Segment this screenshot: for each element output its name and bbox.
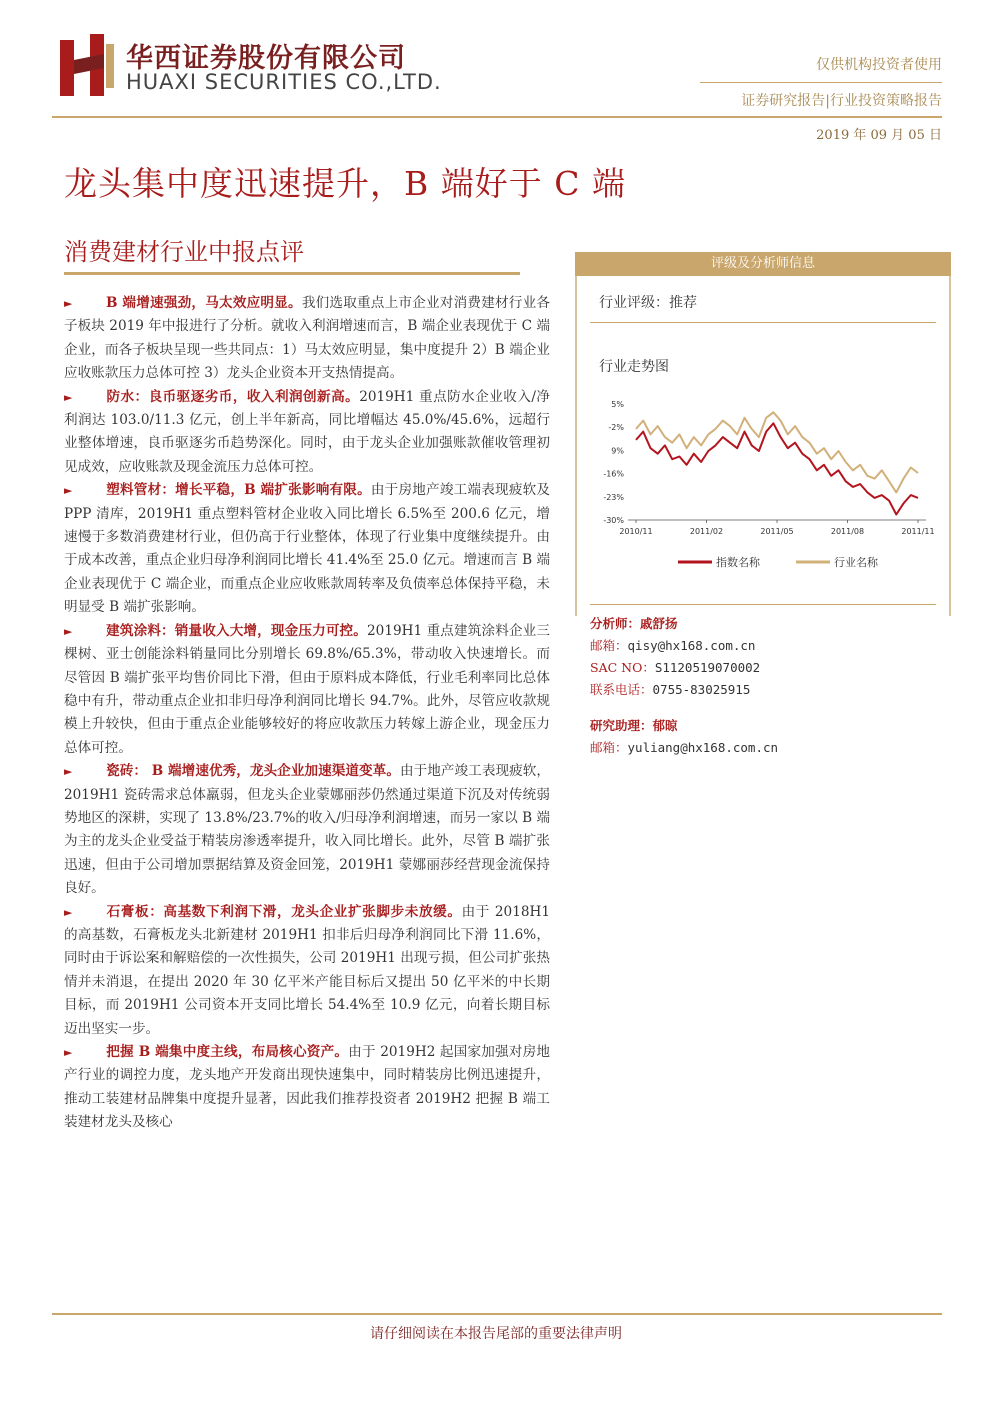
paragraph-pipes: [64, 479, 550, 619]
phone-line: [590, 680, 750, 698]
huaxi-logo-icon: [60, 34, 116, 98]
panel-border-left: [575, 276, 577, 616]
paragraph-gypsum: [64, 901, 550, 1041]
rating-panel: [575, 252, 951, 964]
company-name-cn: 华西证券股份有限公司: [126, 43, 406, 74]
y-tick-label: 5%: [611, 400, 624, 409]
paragraph-body: 2019H1 重点防水企业收入/净利润达 103.0/11.3 亿元，创上半年新高，同比增幅达 45.0%/45.6%，远超行业整体增速，良币驱逐劣币趋势深化。同时，由于龙头企业加强账款催收管理初见成效，应收账款及现金流压力总体可控。: [64, 388, 551, 475]
paragraph-b-end: [64, 292, 550, 386]
sac-label: SAC NO：: [590, 660, 655, 675]
analyst-divider: [590, 604, 936, 605]
legal-notice: 请仔细阅读在本报告尾部的重要法律声明: [370, 1326, 622, 1342]
legend-label: 指数名称: [716, 556, 760, 569]
paragraph-body: 由于地产竣工表现疲软，2019H1 瓷砖需求总体羸弱，但龙头企业蒙娜丽莎仍然通过渠道下沉及对传统弱势地区的深耕，实现了 13.8%/23.7%的收入/归母净利润增速，而另一家以 B 端为主的龙头企业受益于精装房渗透率提升，收入同比增长。此外，尽管 B 端扩张迅速，但由于公司增加票据结算及资金回笼，2019H1 蒙娜丽莎经营现金流保持良好。: [64, 763, 550, 897]
header-rule-2: [52, 116, 942, 118]
paragraph-body: 由于 2018H1 的高基数，石膏板龙头北新建材 2019H1 扣非后归母净利润同比下滑 11.6%，同时由于诉讼案和解赔偿的一次性损失，公司 2019H1 出现亏损，但公司扩张热情并未消退，在提出 2020 年 30 亿平米产能目标后又提出 50 亿平米的中长期目标，而 2019H1 公司资本开支同比增长 54.4%至 10.9 亿元，向着长期目标迈出坚实一步。: [64, 903, 551, 1037]
report-date: 2019 年 09 月 05 日: [816, 128, 942, 143]
audience-note: 仅供机构投资者使用: [816, 57, 942, 73]
subtitle-underline: [64, 272, 520, 275]
panel-border-right: [949, 276, 951, 616]
y-tick-label: -2%: [608, 423, 624, 433]
analyst-email-line: [590, 636, 755, 654]
report-body: [64, 292, 550, 1135]
bullet-icon: ►: [64, 390, 73, 404]
analyst-line: [590, 614, 678, 632]
analyst-email[interactable]: qisy@hx168.com.cn: [627, 638, 756, 653]
assistant-label: 研究助理：: [590, 718, 653, 733]
paragraph-body: 2019H1 重点建筑涂料企业三棵树、亚士创能涂料销量同比分别增长 69.8%/65.3%，带动收入快速增长。而尽管因 B 端扩张平均售价同比下滑，但由于原料成本降低，行业毛利率同比总体稳中有升，带动重点企业扣非归母净利润同比增长 94.7%。此外，尽管应收款规模上升较快，但由于重点企业能够较好的将应收款压力转嫁上游企业，现金压力总体可控。: [64, 622, 551, 756]
paragraph-heading: B 端增速强劲，马太效应明显。: [106, 295, 302, 311]
paragraph-heading: 把握 B 端集中度主线，布局核心资产。: [106, 1044, 349, 1060]
paragraph-heading: 建筑涂料：销量收入大增，现金压力可控。: [106, 622, 368, 639]
analyst-label: 分析师：: [590, 616, 641, 631]
page-title: 龙头集中度迅速提升，B 端好于 C 端: [64, 164, 626, 203]
assistant-email-line: [590, 738, 778, 756]
assistant-name: 郁晾: [652, 718, 678, 733]
trend-chart-label: 行业走势图: [599, 359, 669, 375]
paragraph-body: 由于 2019H2 起国家加强对房地产行业的调控力度，龙头地产开发商出现快速集中，同时精装房比例迅速提升，推动工装建材品牌集中度提升显著，因此我们推荐投资者 2019H2 把握 B 端工装建材龙头及核心: [64, 1044, 550, 1131]
x-tick-label: 2011/08: [830, 527, 865, 536]
footer-rule: [52, 1313, 942, 1315]
paragraph-strategy: [64, 1041, 550, 1135]
trend-chart: [590, 392, 940, 582]
paragraph-heading: 防水：良币驱逐劣币，收入利润创新高。: [106, 388, 360, 405]
x-tick-label: 2011/11: [901, 527, 935, 536]
assistant-email[interactable]: yuliang@hx168.com.cn: [627, 740, 779, 755]
panel-header: 评级及分析师信息: [575, 252, 951, 276]
y-tick-label: -23%: [603, 492, 624, 502]
paragraph-coatings: [64, 620, 550, 760]
paragraph-heading: 石膏板：高基数下利润下滑，龙头企业扩张脚步未放缓。: [106, 903, 462, 920]
bullet-icon: ►: [64, 905, 73, 919]
bullet-icon: ►: [64, 624, 73, 638]
paragraph-body: 我们选取重点上市企业对消费建材行业各子板块 2019 年中报进行了分析。就收入利润增速而言，B 端企业表现优于 C 端企业，而各子板块呈现一些共同点：1）马太效应明显，集中度提升 2）B 端企业应收账款压力总体可控 3）龙头企业资本开支热情提高。: [64, 295, 550, 382]
paragraph-tiles: [64, 760, 550, 900]
assistant-line: [590, 716, 678, 734]
paragraph-body: 由于房地产竣工端表现疲软及 PPP 清库，2019H1 重点塑料管材企业收入同比增长 6.5%至 200.6 亿元，增速慢于多数消费建材行业，但仍高于行业整体，体现了行业集中度继续提升。由于成本改善，重点企业归母净利润同比增长 41.4%至 25.0 亿元。增速而言 B 端企业表现优于 C 端企业，而重点企业应收账款周转率及负债率总体保持平稳，未明显受 B 端扩张影响。: [64, 482, 550, 616]
bullet-icon: ►: [64, 1046, 73, 1059]
phone-number: 0755-83025915: [652, 682, 751, 697]
legend-label: 行业名称: [834, 556, 878, 569]
paragraph-heading: 瓷砖： B 端增速优秀，龙头企业加速渠道变革。: [106, 763, 400, 780]
sac-line: [590, 658, 760, 676]
series-line-2: [636, 412, 918, 492]
y-tick-label: -30%: [603, 516, 624, 525]
bullet-icon: ►: [64, 297, 73, 310]
report-type: 证券研究报告|行业投资策略报告: [741, 93, 942, 109]
panel-divider: [590, 322, 936, 323]
sac-number: S1120519070002: [654, 660, 761, 675]
bullet-icon: ►: [64, 484, 73, 498]
x-tick-label: 2011/05: [760, 527, 794, 536]
x-tick-label: 2011/02: [689, 527, 724, 536]
paragraph-waterproof: [64, 386, 550, 480]
industry-rating: 行业评级：推荐: [599, 295, 697, 311]
page-subtitle: 消费建材行业中报点评: [64, 238, 304, 266]
company-name-en: HUAXI SECURITIES CO.,LTD.: [126, 70, 442, 94]
x-tick-label: 2010/11: [619, 527, 653, 536]
analyst-name: 戚舒扬: [640, 616, 678, 631]
header-rule-1: [700, 82, 942, 83]
trend-chart-svg: [590, 392, 940, 582]
email-label: 邮箱：: [590, 638, 628, 653]
paragraph-heading: 塑料管材：增长平稳，B 端扩张影响有限。: [106, 482, 371, 499]
bullet-icon: ►: [64, 765, 73, 779]
y-tick-label: 9%: [611, 446, 624, 456]
assistant-email-label: 邮箱：: [590, 740, 628, 755]
phone-label: 联系电话：: [590, 682, 653, 697]
company-logo: [60, 32, 460, 102]
y-tick-label: -16%: [603, 469, 624, 479]
